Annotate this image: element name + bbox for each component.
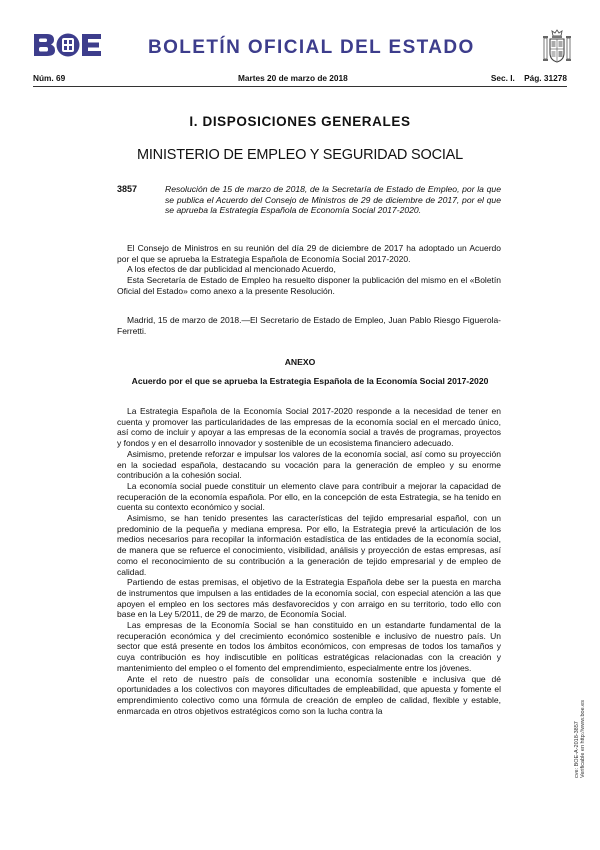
paragraph: Las empresas de la Economía Social se han constituido en un estandarte fundamental de la recuperación económica y del crecimiento económico sostenible e inclusivo de nuestro país. Un sector que está presente en todos los ámbitos económicos, con empresas de todos los tamaños y cuya contribución es hoy indiscutible en políticas estratégicas relacionadas con la creación y mantenimiento del empleo o el fomento del emprendimiento, especialmente entre los jóvenes. [117,620,501,673]
paragraph: Esta Secretaría de Estado de Empleo ha resuelto disponer la publicación del mismo en el «Boletín Oficial del Estado» como anexo a la presente Resolución. [117,275,501,296]
anexo-body [117,406,501,716]
section-label: Sec. I. [490,73,515,83]
issue-date: Martes 20 de marzo de 2018 [238,73,348,83]
signature-block [117,315,501,336]
anexo-title: Acuerdo por el que se aprueba la Estrategia Española de la Economía Social 2017-2020 [131,376,489,386]
resolution-title: Resolución de 15 de marzo de 2018, de la Secretaría de Estado de Empleo, por la que se publica el Acuerdo del Consejo de Ministros de 29 de diciembre de 2017, por el que se aprueba la Estrategia Española de Economía Social 2017-2020. [165,184,501,216]
page-number: Pág. 31278 [524,73,567,83]
paragraph: Asimismo, pretende reforzar e impulsar los valores de la economía social, así como su proyección en la sociedad española, destacando su vocación para la generación de empleo y su enorme contribución a la cohesión social. [117,448,501,481]
paragraph: Partiendo de estas premisas, el objetivo de la Estrategia Española debe ser la puesta en marcha de instrumentos que impulsen a las entidades de la economía social, con especial atención a las que apoyen el empleo en los sectores más desfavorecidos y con arraigo en su territorio, todo ello con base en la Ley 5/2011, de 29 de marzo, de Economía Social. [117,577,501,620]
coat-of-arms-icon [541,29,573,65]
section-heading: I. DISPOSICIONES GENERALES [189,114,411,129]
paragraph: A los efectos de dar publicidad al mencionado Acuerdo, [127,264,336,275]
paragraph: El Consejo de Ministros en su reunión del día 29 de diciembre de 2017 ha adoptado un Acuerdo por el que se aprueba la Estrategia Española de Economía Social 2017-2020. [117,243,501,264]
paragraph: Ante el reto de nuestro país de consolidar una economía sostenible e inclusiva que dé oportunidades a los colectivos con mayores dificultades de empleabilidad, que apuesta y fomente el emprendimiento colectivo como una fórmula de creación de empleo de calidad, flexible y estable, enmarcada en otros objetivos estratégicos como son la lucha contra la [117,673,501,716]
boe-logo [33,32,103,58]
header-divider [33,86,567,87]
header-meta [33,73,567,87]
paragraph: Asimismo, se han tenido presentes las características del tejido empresarial español, con un predominio de la pequeña y mediana empresa. Por ello, la Estrategia prevé la articulación de los medios necesarios para recopilar la información estadística de las entidades de la economía social, de manera que se refuerce el conocimiento, visibilidad, análisis y proyección de estas empresas, así como el reconocimiento de su contribución a la generación de tejido empresarial y de empleo de calidad. [117,513,501,577]
resolution-number: 3857 [117,184,138,194]
paragraph: La Estrategia Española de la Economía Social 2017-2020 responde a la necesidad de tener en cuenta y promover las particularidades de las empresas de la economía social en el mercado único, así como de incluir y apoyar a las empresas de la economía social a través de programas, proyectos y fondos y en el desarrollo innovador y sostenible de un ecosistema financiero adecuado. [117,406,501,449]
intro-block [117,243,501,297]
boe-logo-icon [33,32,103,58]
anexo-label: ANEXO [284,357,316,367]
verify-link[interactable]: Verificable en http://www.boe.es [580,700,586,778]
cve-code: cve: BOE-A-2018-3857 [574,721,580,778]
section-page [491,73,567,83]
paragraph: La economía social puede constituir un elemento clave para contribuir a mejorar la capacidad de recuperación de la economía española. Por ello, en la concepción de esta Estrategia, se ha tenido en cuenta su contexto económico y social. [117,480,501,513]
issue-number: Núm. 69 [33,73,66,83]
page-header-title: BOLETÍN OFICIAL DEL ESTADO [148,37,475,58]
ministry-heading: MINISTERIO DE EMPLEO Y SEGURIDAD SOCIAL [136,147,464,163]
verification-sidebar [574,658,584,778]
signature: Madrid, 15 de marzo de 2018.—El Secretario de Estado de Empleo, Juan Pablo Riesgo Figuerola-Ferretti. [117,315,501,336]
